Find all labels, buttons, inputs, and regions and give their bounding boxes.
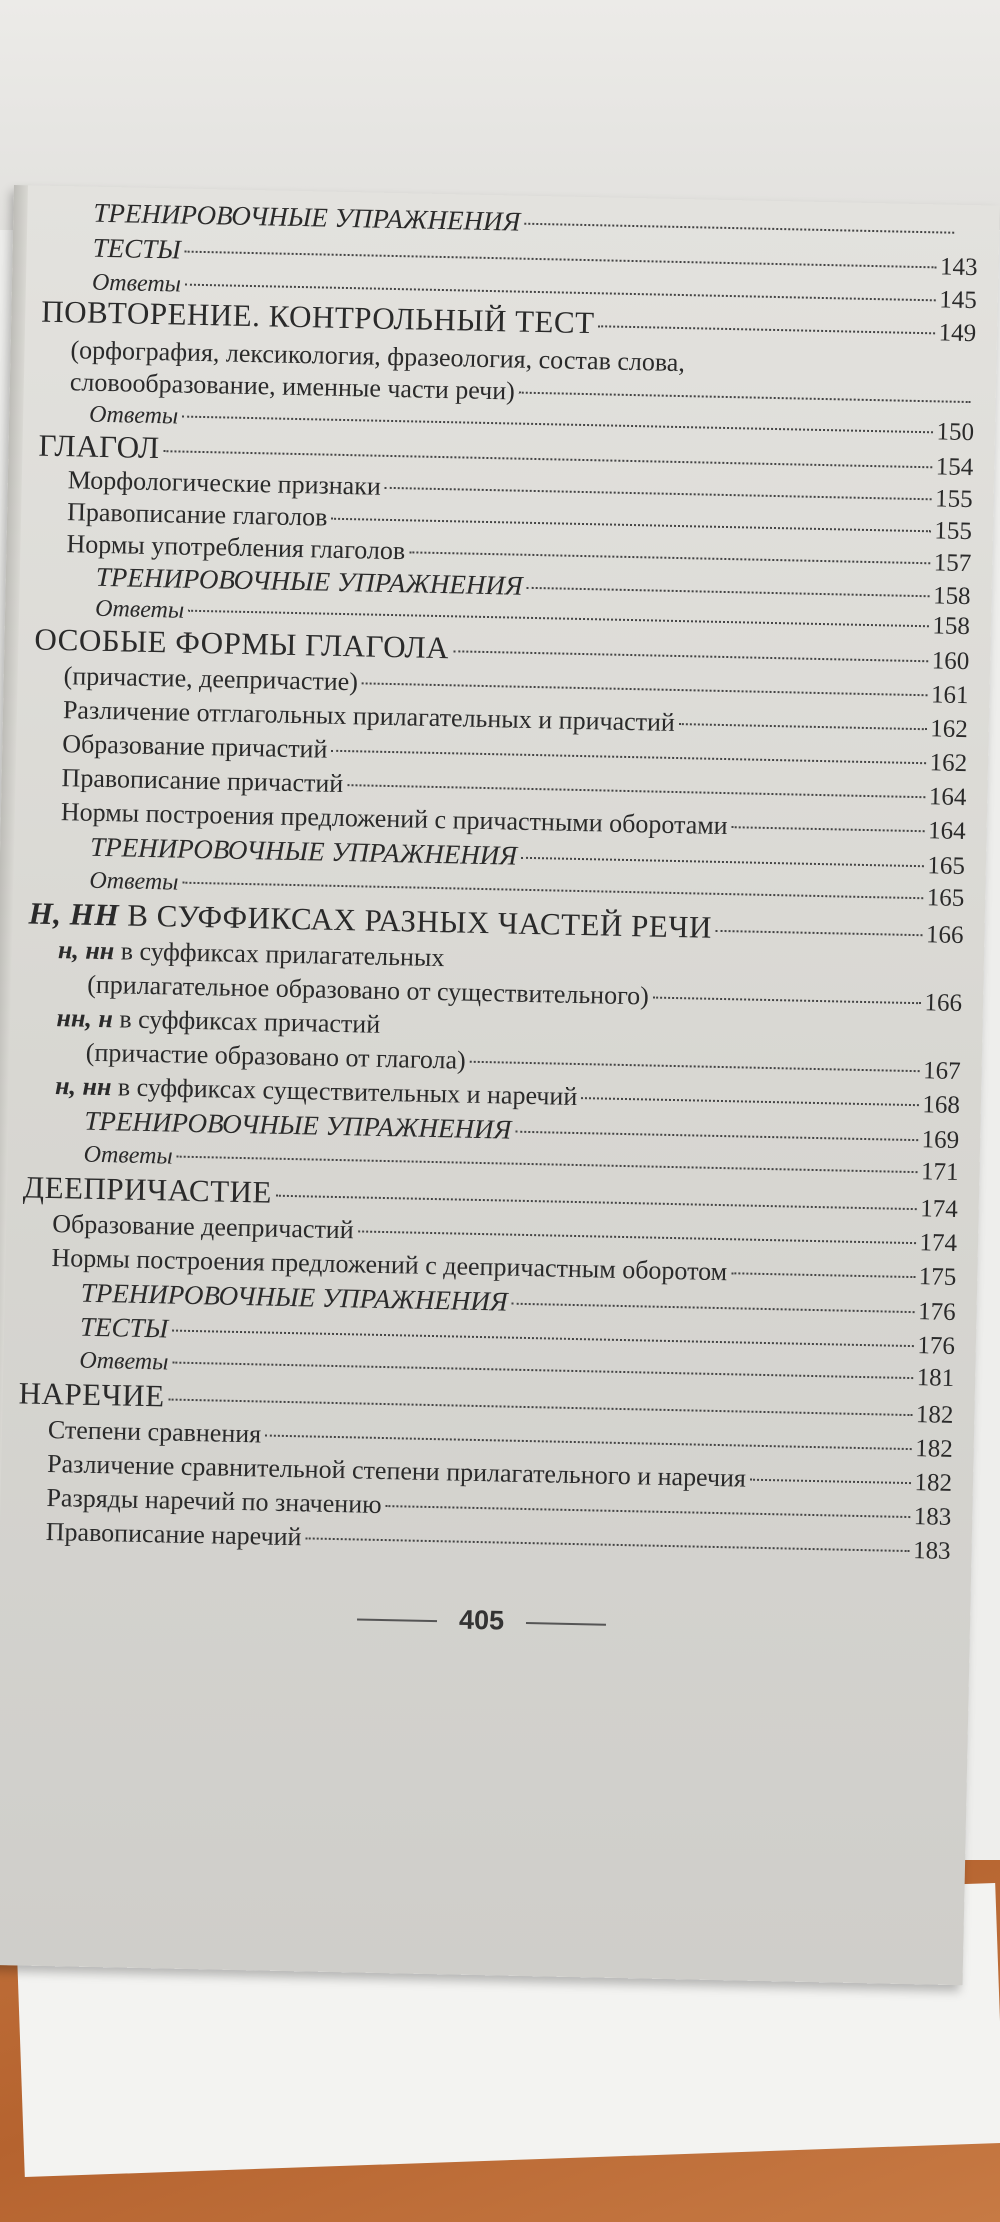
page-number: 150 xyxy=(936,418,975,447)
subsection-title-bold: н, нн xyxy=(57,935,115,966)
dot-leader xyxy=(470,1061,919,1072)
entry-title: Ответы xyxy=(79,1347,169,1376)
dot-leader xyxy=(453,650,928,662)
entry-title: Правописание глаголов xyxy=(66,497,328,532)
dot-leader xyxy=(524,223,954,234)
subsection-title-bold: нн, н xyxy=(56,1003,114,1034)
dot-leader xyxy=(409,551,930,564)
page-number: 149 xyxy=(938,319,977,348)
page-number: 145 xyxy=(939,286,978,315)
page-number: 164 xyxy=(927,817,966,846)
dot-leader xyxy=(172,1362,912,1380)
page-number: 166 xyxy=(924,989,963,1018)
page-number: 166 xyxy=(925,921,964,950)
subsection-title-rest: в суффиксах причастий xyxy=(112,1004,381,1039)
entry-title: Нормы построения предложений с деепричастным оборотом xyxy=(51,1243,728,1287)
entry-title: ТЕСТЫ xyxy=(79,1311,169,1344)
page-number: 158 xyxy=(932,582,971,611)
dot-leader xyxy=(716,930,922,936)
page-number: 174 xyxy=(919,1195,959,1223)
entry-title: Ответы xyxy=(91,269,182,298)
dot-leader xyxy=(182,416,932,434)
footer-rule-right xyxy=(526,1622,606,1626)
page-number: 160 xyxy=(931,647,970,676)
dot-leader xyxy=(581,1097,918,1106)
dot-leader xyxy=(519,392,971,403)
section-title: ОСОБЫЕ ФОРМЫ ГЛАГОЛА xyxy=(34,621,450,666)
dot-leader xyxy=(521,857,923,867)
dot-leader xyxy=(331,518,930,533)
page-number: 171 xyxy=(920,1158,959,1186)
page-number: 158 xyxy=(932,612,971,641)
dot-leader xyxy=(679,723,926,730)
entry-title-rest: в суффиксах существительных и наречий xyxy=(111,1072,578,1111)
entry-title: (прилагательное образовано от существительного) xyxy=(86,969,650,1011)
dot-leader xyxy=(731,1272,915,1278)
page-number: 167 xyxy=(922,1057,961,1086)
section-subtitle: (орфография, лексикология, фразеология, состав слова, xyxy=(70,335,686,378)
dot-leader xyxy=(347,784,925,798)
page-number: 168 xyxy=(922,1091,961,1120)
dot-leader xyxy=(265,1435,911,1451)
dot-leader xyxy=(386,1505,910,1518)
page-number: 155 xyxy=(934,485,973,514)
page-number: 165 xyxy=(927,852,966,881)
subsection-title xyxy=(56,1002,380,1041)
page-number: 143 xyxy=(939,253,978,282)
entry-title: Ответы xyxy=(94,595,185,624)
dot-leader xyxy=(331,750,925,764)
entry-title: словообразование, именные части речи) xyxy=(69,367,516,406)
page-number: 175 xyxy=(918,1263,957,1291)
dot-leader xyxy=(169,1399,912,1417)
dot-leader xyxy=(185,251,936,269)
page-number: 154 xyxy=(935,453,974,482)
page-number: 169 xyxy=(921,1126,960,1155)
page-number: 164 xyxy=(928,783,967,812)
page-number: 183 xyxy=(913,1503,952,1531)
entry-title: ТРЕНИРОВОЧНЫЕ УПРАЖНЕНИЯ xyxy=(80,1277,509,1317)
dot-leader xyxy=(305,1537,909,1552)
page-number: 161 xyxy=(930,681,969,710)
page-number: 162 xyxy=(929,749,968,778)
footer-page-number: 405 xyxy=(458,1604,505,1636)
page-number: 182 xyxy=(914,1469,953,1497)
entry-title: Образование деепричастий xyxy=(51,1209,354,1245)
page-number: 183 xyxy=(912,1537,951,1565)
section-title: ГЛАГОЛ xyxy=(38,427,160,466)
entry-title: Разряды наречий по значению xyxy=(46,1482,382,1519)
page-number: 162 xyxy=(930,715,969,744)
entry-title: ТРЕНИРОВОЧНЫЕ УПРАЖНЕНИЯ xyxy=(95,561,524,601)
entry-title: ТРЕНИРОВОЧНЫЕ УПРАЖНЕНИЯ xyxy=(89,831,518,871)
entry-title: Правописание причастий xyxy=(61,763,344,799)
section-title: ПОВТОРЕНИЕ. КОНТРОЛЬНЫЙ ТЕСТ xyxy=(40,293,595,341)
entry-title: (причастие, деепричастие) xyxy=(63,661,359,697)
book-page xyxy=(0,185,1000,1985)
dot-leader xyxy=(362,682,927,696)
entry-title: Ответы xyxy=(89,867,179,896)
entry-title: ТРЕНИРОВОЧНЫЕ УПРАЖНЕНИЯ xyxy=(84,1105,512,1145)
page-number: 182 xyxy=(914,1435,954,1463)
section-title-rest: В СУФФИКСАХ РАЗНЫХ ЧАСТЕЙ РЕЧИ xyxy=(118,897,713,945)
dot-leader xyxy=(385,487,931,500)
entry-title: Образование причастий xyxy=(62,729,328,764)
dot-leader xyxy=(750,1479,911,1484)
footer-rule-left xyxy=(357,1618,437,1622)
page-number: 165 xyxy=(926,884,965,913)
page-footer xyxy=(14,1595,949,1646)
entry-title: ТРЕНИРОВОЧНЫЕ УПРАЖНЕНИЯ xyxy=(93,197,521,237)
page-number: 155 xyxy=(934,517,973,546)
entry-title-bold: н, нн xyxy=(54,1071,112,1102)
dot-leader xyxy=(598,325,934,334)
section-title: ДЕЕПРИЧАСТИЕ xyxy=(22,1169,273,1210)
dot-leader xyxy=(732,826,925,832)
dot-leader xyxy=(512,1303,914,1313)
dot-leader xyxy=(182,882,922,900)
entry-title: Правописание наречий xyxy=(45,1516,302,1552)
entry-title: Ответы xyxy=(88,401,179,430)
entry-title: Ответы xyxy=(83,1141,173,1170)
dot-leader xyxy=(188,610,928,628)
subsection-title xyxy=(58,934,445,974)
dot-leader xyxy=(172,1330,913,1348)
page-number: 174 xyxy=(919,1229,958,1257)
entry-title: Различение отглагольных прилагательных и причастий xyxy=(62,695,676,737)
page-number: 176 xyxy=(917,1332,956,1360)
page-number: 157 xyxy=(933,549,972,578)
dot-leader xyxy=(276,1195,916,1210)
entry-title: ТЕСТЫ xyxy=(92,232,182,265)
subsection-title-rest: в суффиксах прилагательных xyxy=(113,936,445,973)
dot-leader xyxy=(527,587,929,597)
entry-title: Морфологические признаки xyxy=(67,465,382,501)
dot-leader xyxy=(177,1156,917,1174)
entry-title: Нормы построения предложений с причастными оборотами xyxy=(60,797,728,841)
entry-title: Различение сравнительной степени прилагательного и наречия xyxy=(46,1448,747,1493)
section-title: НАРЕЧИЕ xyxy=(18,1375,165,1414)
page-number: 181 xyxy=(916,1364,955,1392)
page-edge xyxy=(0,185,28,1965)
entry-title: (причастие образовано от глагола) xyxy=(85,1037,467,1075)
dot-leader xyxy=(653,997,921,1005)
dot-leader xyxy=(515,1131,917,1141)
dot-leader xyxy=(163,450,931,468)
entry-title: Нормы употребления глаголов xyxy=(66,529,406,566)
page-number: 176 xyxy=(917,1298,956,1326)
page-number: 182 xyxy=(915,1401,954,1429)
dot-leader xyxy=(358,1230,916,1244)
entry-title: Степени сравнения xyxy=(47,1414,262,1449)
section-title-bold: Н, НН xyxy=(28,895,120,933)
